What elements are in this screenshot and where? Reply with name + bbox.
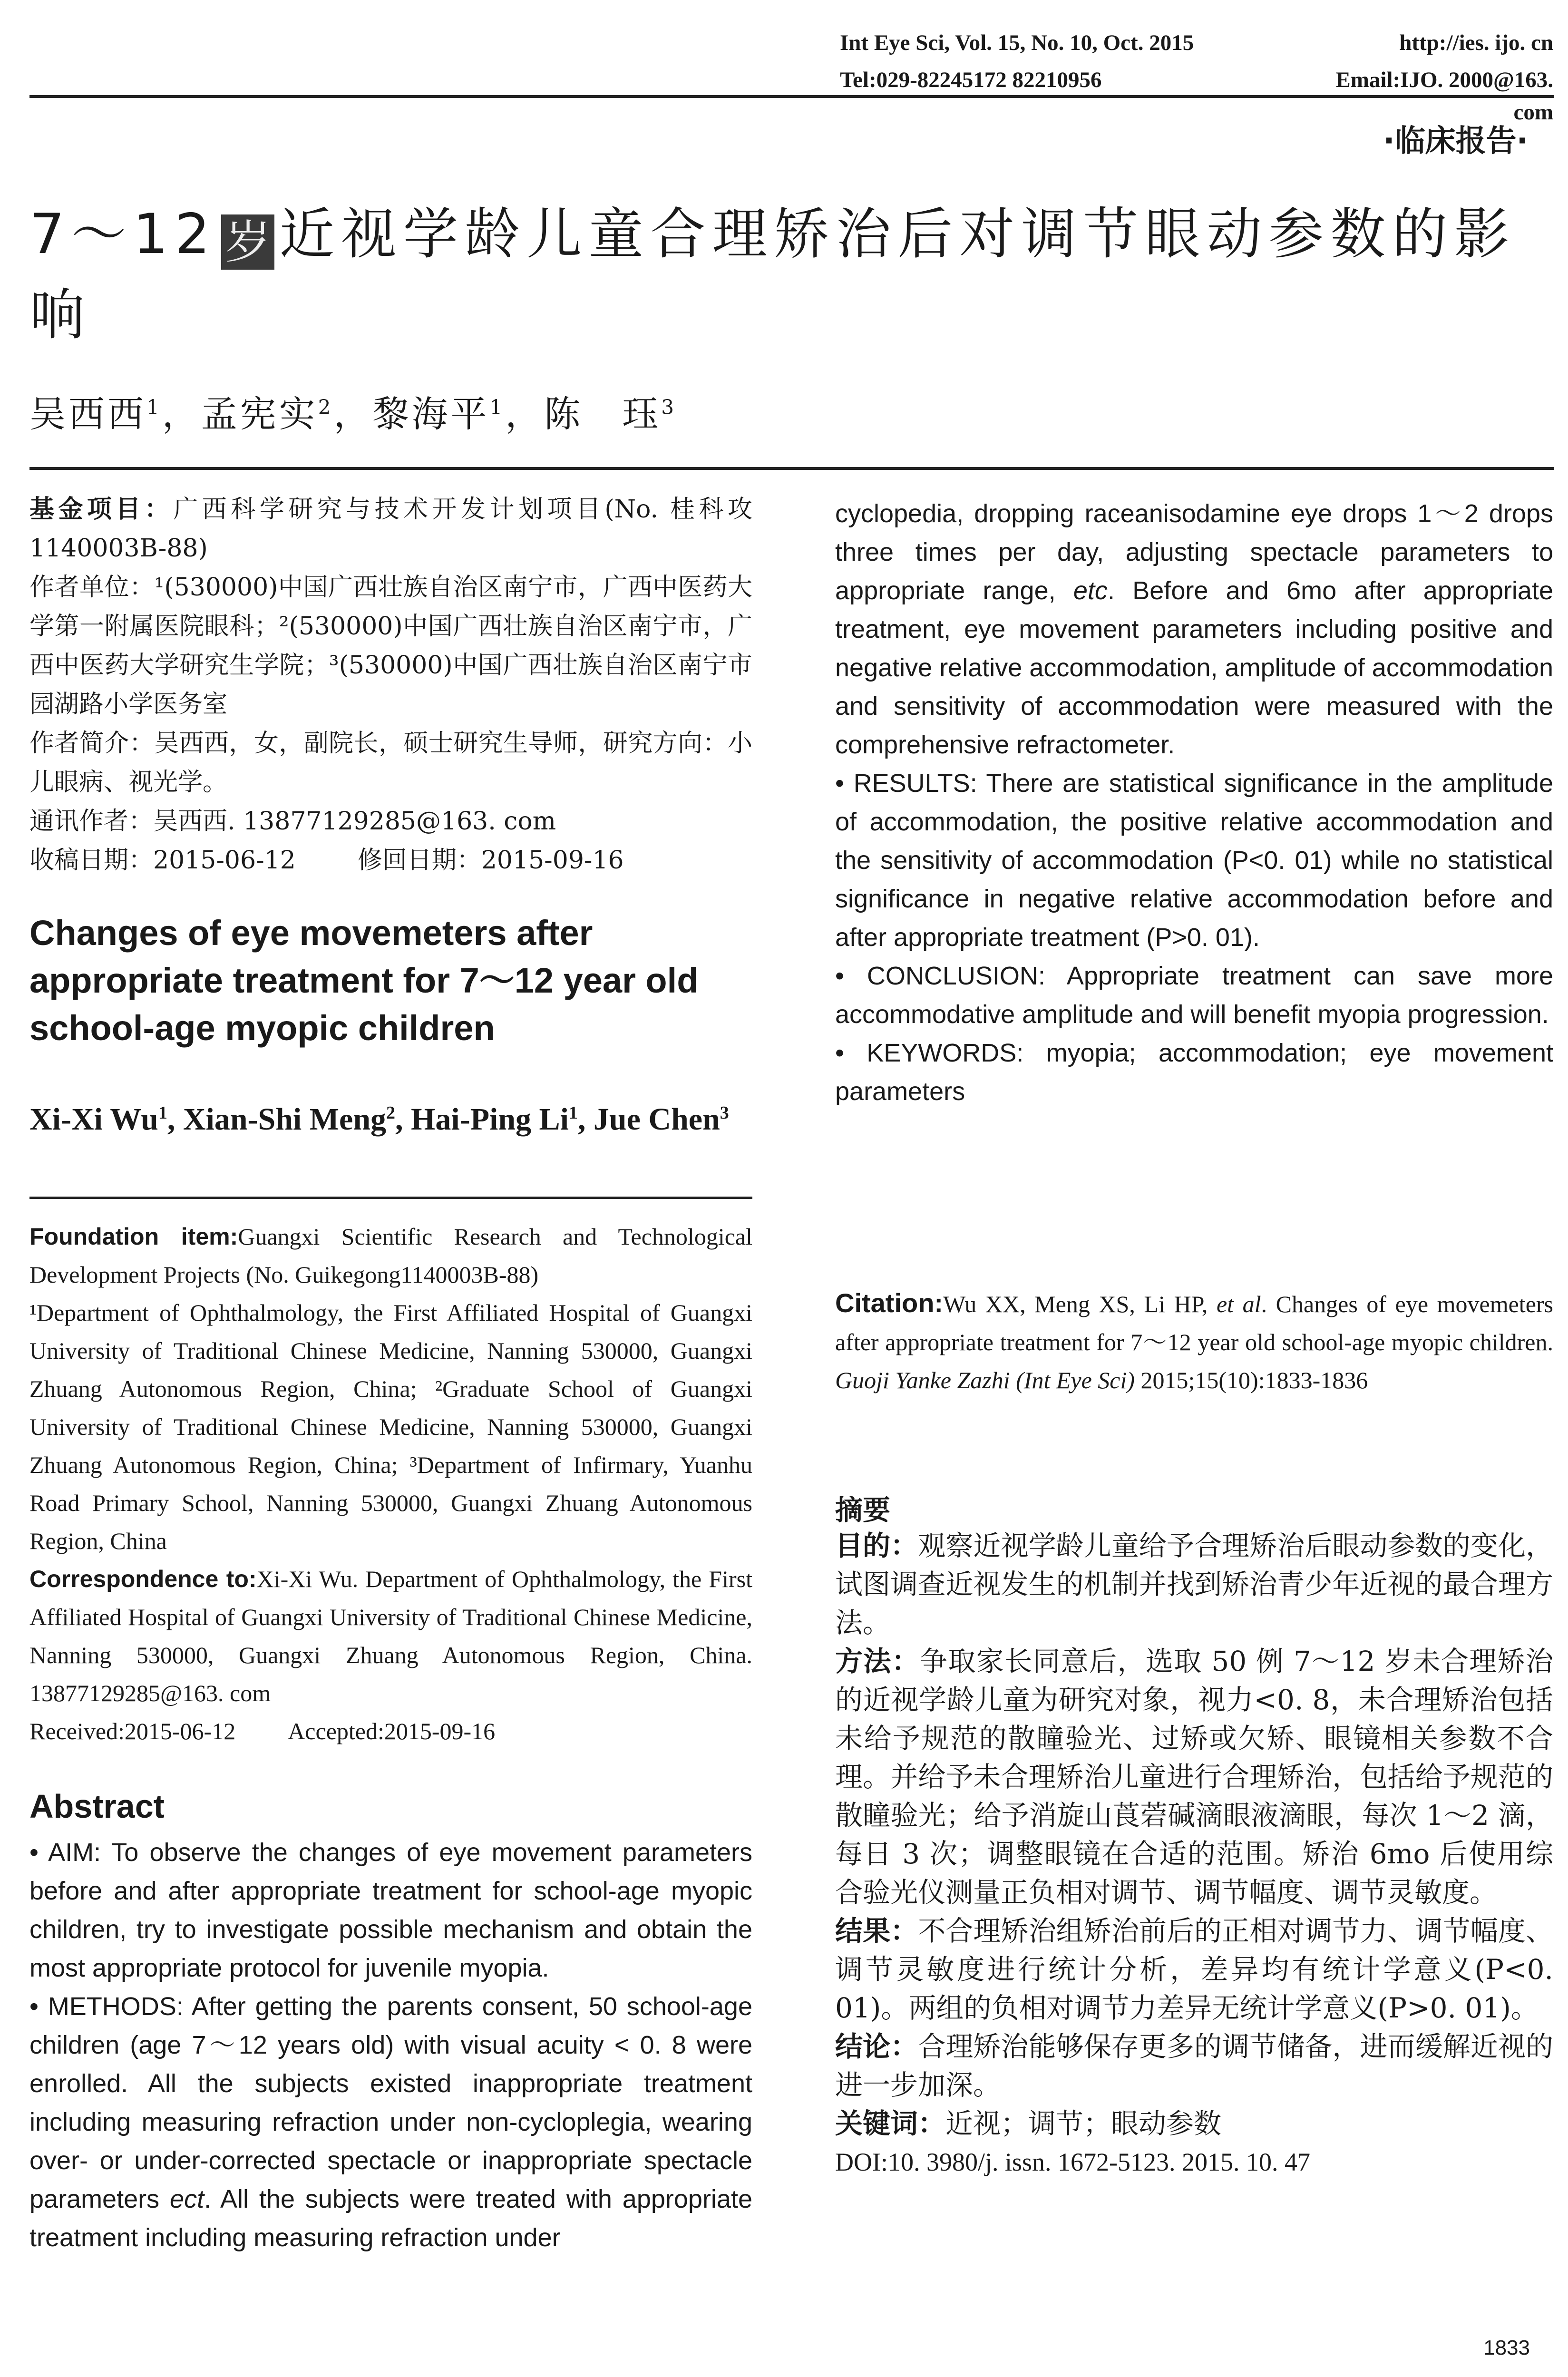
cn-abstract-heading: 摘要: [835, 1494, 891, 1526]
title-highlight: 岁: [221, 214, 274, 270]
abstract-conclusion: • CONCLUSION: Appropriate treatment can save more accommodative amplitude and will benefit myopia progression.: [835, 962, 1553, 1029]
abstract-methods-cont: cyclopedia, dropping raceanisodamine eye drops 1～2 drops three times per day, adjusting spectacle parameters to appropriate range, etc. Before and 6mo after appropriate treatment, eye movement parameters including positive and negative relative accommodation, amplitude of accommodation and sensitivity of accommodation were measured with the comprehensive refractometer.: [835, 499, 1553, 759]
english-title: Changes of eye movemeters after appropriate treatment for 7～12 year old school-age myopic children: [29, 913, 699, 1048]
abstract-left: [29, 1833, 752, 2257]
authors-cn: 吴西西$^1$，孟宪实$^2$，黎海平$^1$，陈 珏$^3$: [29, 393, 677, 435]
doi[interactable]: DOI:10. 3980/j. issn. 1672-5123. 2015. 10. 47: [835, 2148, 1310, 2176]
journal-website[interactable]: http://ies. ijo. cn: [1399, 30, 1553, 55]
section-tag: ·临床报告·: [1383, 124, 1528, 159]
authors-rule: [29, 1197, 752, 1199]
abstract-heading: Abstract: [29, 1788, 165, 1825]
journal-tel: Tel:029-82245172 82210956: [840, 68, 1102, 92]
cn-meta: [29, 490, 752, 880]
cn-methods: 方法：争取家长同意后，选取 50 例 7～12 岁未合理矫治的近视学龄儿童为研究对象，视力<0. 8，未合理矫治包括未给予规范的散瞳验光、过矫或欠矫、眼镜相关参数不合理。并给予未合理矫治儿童进行合理矫治，包括给予规范的散瞳验光；给予消旋山莨菪碱滴眼液滴眼，每次 1～2 滴，每日 3 次；调整眼镜在合适的范围。矫治 6mo 后使用综合验光仪测量正负相对调节、调节幅度、调节灵敏度。: [835, 1645, 1553, 1909]
author-cn: 陈 珏: [544, 393, 662, 435]
abstract-aim: • AIM: To observe the changes of eye movement parameters before and after appropriate treatment for school-age myopic children, try to investigate possible mechanism and obtain the most appropriate protocol for juvenile myopia.: [29, 1838, 752, 1982]
title-part1: 7～12: [29, 202, 217, 266]
author-en: Xian-Shi Meng: [183, 1102, 387, 1137]
author-cn: 孟宪实: [201, 393, 318, 435]
corr-cn: 通讯作者：吴西西. 13877129285@163. com: [29, 807, 556, 836]
abstract-keywords: • KEYWORDS: myopia; accommodation; eye movement parameters: [835, 1039, 1553, 1106]
journal-email[interactable]: Email:IJO. 2000@163. com: [1335, 68, 1553, 125]
journal-info: Int Eye Sci, Vol. 15, No. 10, Oct. 2015: [840, 30, 1194, 55]
citation: Citation:Wu XX, Meng XS, Li HP, et al. Changes of eye movemeters after appropriate treatment for 7～12 year old school-age myopic children. Guoji Yanke Zazhi (Int Eye Sci) 2015;15(10):1833-1836: [835, 1288, 1553, 1393]
abstract-right: [835, 495, 1553, 1111]
abstract-results: • RESULTS: There are statistical significance in the amplitude of accommodation, the positive relative accommodation and the sensitivity of accommodation (P<0. 01) while no statistical significance in negative relative accommodation before and after appropriate treatment (P>0. 01).: [835, 769, 1553, 952]
dates-cn: 收稿日期：2015-06-12 修回日期：2015-09-16: [29, 846, 624, 875]
bio-cn: 作者简介：吴西西，女，副院长，硕士研究生导师，研究方向：小儿眼病、视光学。: [29, 729, 752, 797]
cn-abstract: [835, 1527, 1553, 2182]
cn-keywords: 关键词：近视；调节；眼动参数: [835, 2107, 1222, 2140]
corr-en: Correspondence to:Xi-Xi Wu. Department of Ophthalmology, the First Affiliated Hospital of Guangxi University of Traditional Chinese Medicine, Nanning 530000, Guangxi Zhuang Autonomous Region, China. 13877129285@163. com: [29, 1566, 752, 1706]
affiliation-en: ¹Department of Ophthalmology, the First Affiliated Hospital of Guangxi University of Traditional Chinese Medicine, Nanning 530000, Guangxi Zhuang Autonomous Region, China; ²Graduate School of Guangxi University of Traditional Chinese Medicine, Nanning 530000, Guangxi Zhuang Autonomous Region, China; ³Department of Infirmary, Yuanhu Road Primary School, Nanning 530000, Guangxi Zhuang Autonomous Region, China: [29, 1299, 752, 1554]
page-number: 1833: [1483, 2336, 1530, 2359]
author-en: Xi-Xi Wu: [29, 1102, 158, 1137]
author-en: Hai-Ping Li: [411, 1102, 569, 1137]
title-part2: 近视学龄儿童合理矫治后对调节眼动参数的影响: [29, 202, 1516, 347]
foundation-cn: 基金项目：广西科学研究与技术开发计划项目(No. 桂科攻1140003B-88): [29, 495, 752, 563]
foundation-en: Foundation item:Guangxi Scientific Research and Technological Development Projects (No. Guikegong1140003B-88): [29, 1223, 752, 1288]
page-title: [29, 194, 1554, 356]
author-cn: 吴西西: [29, 393, 146, 435]
title-rule: [29, 467, 1554, 470]
cn-conclusion: 结论：合理矫治能够保存更多的调节储备，进而缓解近视的进一步加深。: [835, 2030, 1553, 2101]
cn-aim: 目的：观察近视学龄儿童给予合理矫治后眼动参数的变化，试图调查近视发生的机制并找到矫治青少年近视的最合理方法。: [835, 1529, 1553, 1639]
affiliation-cn: 作者单位：¹(530000)中国广西壮族自治区南宁市，广西中医药大学第一附属医院眼科；²(530000)中国广西壮族自治区南宁市，广西中医药大学研究生学院；³(530000)中国广西壮族自治区南宁市园湖路小学医务室: [29, 573, 752, 719]
author-en: Jue Chen: [593, 1102, 720, 1137]
header-rule: [29, 95, 1554, 98]
dates-en: Received:2015-06-12 Accepted:2015-09-16: [29, 1718, 496, 1744]
en-meta: [29, 1218, 752, 1750]
authors-en: Xi-Xi Wu$^1$, Xian-Shi Meng$^2$, Hai-Ping Li$^1$, Jue Chen$^3$: [29, 1102, 729, 1137]
author-cn: 黎海平: [372, 393, 490, 435]
cn-results: 结果：不合理矫治组矫治前后的正相对调节力、调节幅度、调节灵敏度进行统计分析，差异均有统计学意义(P<0. 01)。两组的负相对调节力差异无统计学意义(P>0. 01)。: [835, 1915, 1553, 2024]
abstract-methods: • METHODS: After getting the parents consent, 50 school-age children (age 7～12 years old) with visual acuity < 0. 8 were enrolled. All the subjects existed inappropriate treatment including measuring refraction under non-cycloplegia, wearing over- or under-corrected spectacle or inappropriate spectacle parameters ect. All the subjects were treated with appropriate treatment including measuring refraction under: [29, 1992, 752, 2252]
